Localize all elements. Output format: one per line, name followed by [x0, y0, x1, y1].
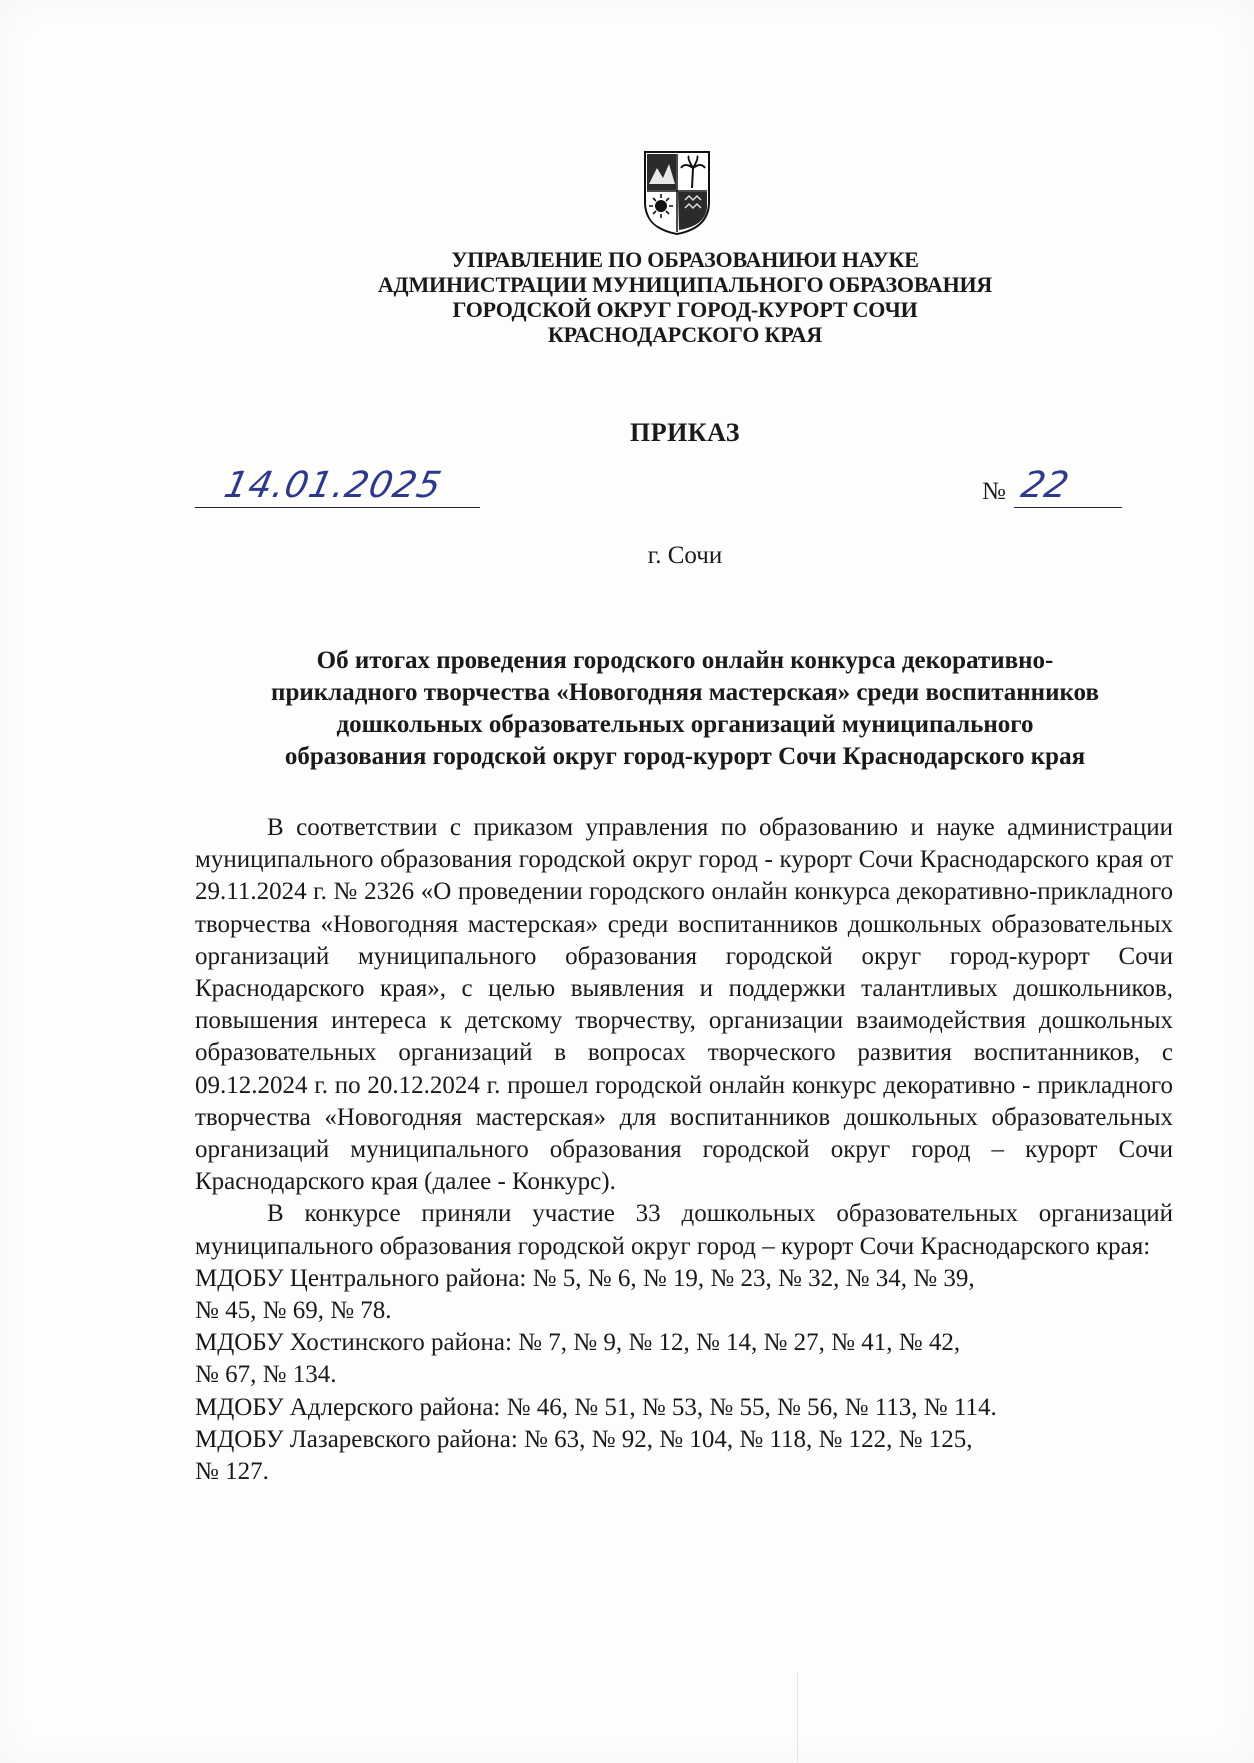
city-line: г. Сочи — [647, 542, 723, 569]
number-sign: № — [982, 478, 1006, 505]
district-list-line: № 67, № 134. — [195, 1361, 337, 1389]
handwritten-date: 14.01.2025 — [220, 465, 446, 506]
document-type-heading: ПРИКАЗ — [629, 418, 741, 447]
title-line: дошкольных образовательных организаций муниципального — [336, 711, 1034, 738]
district-list-line: МДОБУ Центрального района: № 5, № 6, № 19, № 23, № 32, № 34, № 39, — [195, 1264, 975, 1292]
document-title — [195, 645, 1175, 773]
title-line: образования городской округ город-курорт Сочи Краснодарского края — [284, 743, 1086, 770]
title-line: Об итогах проведения городского онлайн конкурса декоративно- — [316, 647, 1054, 674]
district-list-line: МДОБУ Лазаревского района: № 63, № 92, № 104, № 118, № 122, № 125, — [195, 1425, 973, 1453]
district-list-line: № 127. — [195, 1458, 269, 1486]
date-underline — [195, 507, 480, 508]
organization-header-line: УПРАВЛЕНИЕ ПО ОБРАЗОВАНИЮИ НАУКЕ — [451, 247, 919, 272]
organization-header — [195, 247, 1175, 347]
number-underline — [1014, 507, 1122, 508]
handwritten-number: 22 — [1017, 465, 1073, 506]
organization-header-line: КРАСНОДАРСКОГО КРАЯ — [547, 322, 823, 347]
body-paragraph: В соответствии с приказом управления по образованию и науке администрации муниципального образования городской округ город - курорт Сочи Краснодарского края от 29.11.2024 г. № 2326 «О проведении городского онлайн конкурса декоративно-прикладного творчества «Новогодняя мастерская» среди воспитанников дошкольных образовательных организаций муниципального образования городской округ город-курорт Сочи Краснодарского края», с целью выявления и поддержки талантливых дошкольников, повышения интереса к детскому творчеству, организации взаимодействия дошкольных образовательных организаций в вопросах творческого развития воспитанников, с 09.12.2024 г. по 20.12.2024 г. прошел городской онлайн конкурс декоративно - прикладного творчества «Новогодняя мастерская» для воспитанников дошкольных образовательных организаций муниципального образования городской округ город – курорт Сочи Краснодарского края (далее - Конкурс). — [195, 814, 1173, 1196]
page-fold-mark — [797, 1672, 798, 1762]
district-list-line: МДОБУ Адлерского района: № 46, № 51, № 53, № 55, № 56, № 113, № 114. — [195, 1393, 997, 1421]
title-line: прикладного творчества «Новогодняя мастерская» среди воспитанников — [271, 679, 1099, 706]
sochi-coat-of-arms-icon — [643, 150, 711, 236]
date-field — [195, 465, 480, 510]
organization-header-line: АДМИНИСТРАЦИИ МУНИЦИПАЛЬНОГО ОБРАЗОВАНИЯ — [377, 272, 993, 297]
organization-header-line: ГОРОДСКОЙ ОКРУГ ГОРОД-КУРОРТ СОЧИ — [452, 297, 918, 322]
body-paragraph: В конкурсе приняли участие 33 дошкольных образовательных организаций муниципального образования городской округ город – курорт Сочи Краснодарского края: — [195, 1200, 1173, 1260]
order-number-field — [982, 465, 1122, 510]
district-list-line: № 45, № 69, № 78. — [195, 1297, 392, 1325]
document-body — [195, 812, 1173, 1488]
district-list-line: МДОБУ Хостинского района: № 7, № 9, № 12, № 14, № 27, № 41, № 42, — [195, 1329, 961, 1357]
